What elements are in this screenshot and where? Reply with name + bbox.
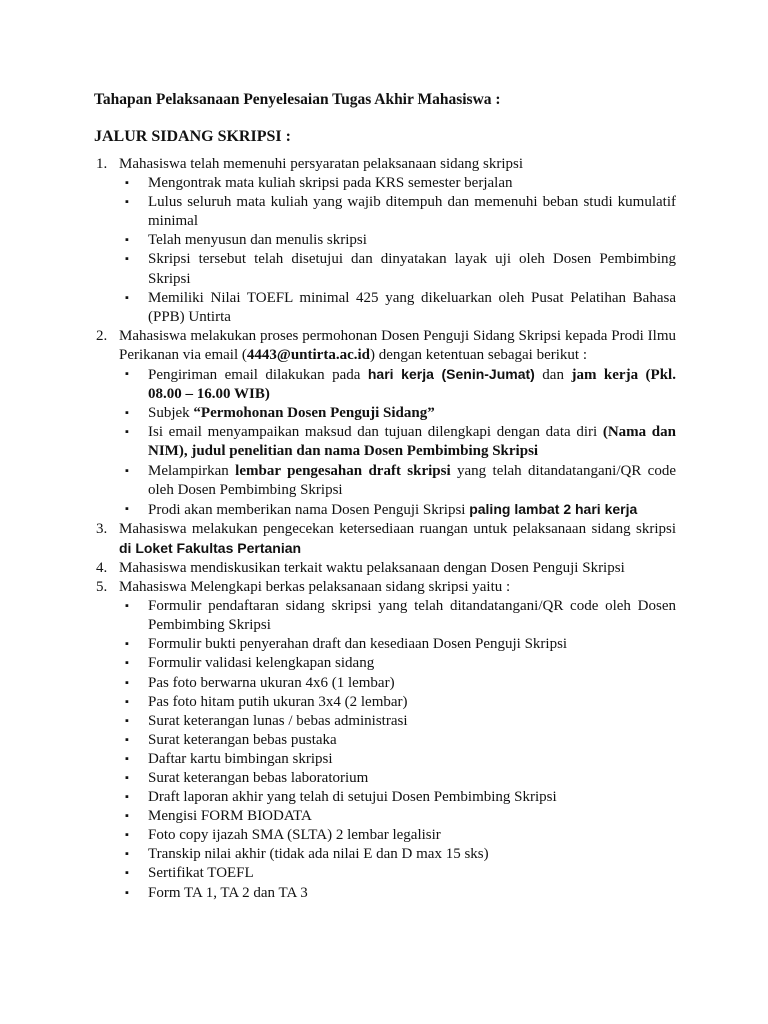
bullet-icon: ▪	[125, 177, 129, 190]
sub-item: ▪ Pas foto berwarna ukuran 4x6 (1 lembar)	[119, 674, 676, 693]
bullet-icon: ▪	[125, 810, 129, 823]
sub-item: ▪ Daftar kartu bimbingan skripsi	[119, 750, 676, 769]
step-number: 3.	[96, 520, 108, 537]
sub-item: ▪ Mengisi FORM BIODATA	[119, 807, 676, 826]
bullet-icon: ▪	[125, 253, 129, 266]
step-item	[96, 578, 676, 903]
sub-item: ▪ Melampirkan lembar pengesahan draft skripsi yang telah ditandatangani/QR code oleh Dosen Pembimbing Skripsi	[125, 462, 676, 498]
bullet-icon: ▪	[125, 657, 129, 670]
bullet-icon: ▪	[125, 695, 129, 708]
step-item	[96, 520, 676, 559]
sub-item: ▪ Draft laporan akhir yang telah di setujui Dosen Pembimbing Skripsi	[119, 788, 676, 807]
bullet-icon: ▪	[125, 676, 129, 689]
bullet-icon: ▪	[125, 368, 129, 381]
document-title: Tahapan Pelaksanaan Penyelesaian Tugas Akhir Mahasiswa :	[94, 91, 501, 108]
step-text: Mahasiswa melakukan pengecekan ketersediaan ruangan untuk pelaksanaan sidang skripsi di Loket Fakultas Pertanian	[119, 520, 676, 556]
step-item	[96, 155, 676, 327]
steps-list	[96, 155, 676, 903]
sub-item: ▪ Foto copy ijazah SMA (SLTA) 2 lembar legalisir	[119, 826, 676, 845]
sub-item: ▪ Memiliki Nilai TOEFL minimal 425 yang dikeluarkan oleh Pusat Pelatihan Bahasa (PPB) Untirta	[125, 289, 676, 325]
step-text: Mahasiswa Melengkapi berkas pelaksanaan sidang skripsi yaitu :	[119, 579, 511, 596]
sub-list	[119, 365, 676, 520]
step-item	[96, 327, 676, 520]
bullet-icon: ▪	[125, 196, 129, 209]
sub-item: ▪ Telah menyusun dan menulis skripsi	[119, 231, 676, 250]
sub-list	[119, 174, 676, 327]
step-number: 4.	[96, 559, 108, 576]
sub-item: ▪ Sertifikat TOEFL	[119, 864, 676, 883]
bullet-icon: ▪	[125, 638, 129, 651]
email-address: 4443@untirta.ac.id	[246, 346, 370, 363]
step-text: Mahasiswa mendiskusikan terkait waktu pelaksanaan dengan Dosen Penguji Skripsi	[119, 559, 625, 576]
sub-item: ▪ Pengiriman email dilakukan pada hari kerja (Senin-Jumat) dan jam kerja (Pkl. 08.00 – 16.00 WIB)	[125, 366, 676, 403]
bullet-icon: ▪	[125, 829, 129, 842]
sub-item: ▪ Isi email menyampaikan maksud dan tujuan dilengkapi dengan data diri (Nama dan NIM), judul penelitian dan nama Dosen Pembimbing Skripsi	[125, 424, 676, 460]
sub-item: ▪ Form TA 1, TA 2 dan TA 3	[119, 884, 676, 903]
step-number: 1.	[96, 156, 108, 172]
bullet-icon: ▪	[125, 407, 129, 420]
sub-item: ▪ Prodi akan memberikan nama Dosen Penguji Skripsi paling lambat 2 hari kerja	[125, 500, 638, 518]
sub-item: ▪ Skripsi tersebut telah disetujui dan dinyatakan layak uji oleh Dosen Pembimbing Skripsi	[125, 251, 676, 287]
sub-item: ▪ Subjek “Permohonan Dosen Penguji Sidang”	[119, 404, 676, 423]
step-text: Mahasiswa telah memenuhi persyaratan pelaksanaan sidang skripsi	[119, 156, 524, 172]
sub-item: ▪ Formulir pendaftaran sidang skripsi yang telah ditandatangani/QR code oleh Dosen Pembimbing Skripsi	[125, 598, 676, 634]
sub-item: ▪ Transkip nilai akhir (tidak ada nilai E dan D max 15 sks)	[119, 845, 676, 864]
sub-item: ▪ Mengontrak mata kuliah skripsi pada KRS semester berjalan	[119, 174, 676, 193]
sub-item: ▪ Surat keterangan lunas / bebas administrasi	[119, 712, 676, 731]
step-text: Mahasiswa melakukan proses permohonan Dosen Penguji Sidang Skripsi kepada Prodi Ilmu Perikanan via email (4443@untirta.ac.id) dengan ketentuan sebagai berikut :	[119, 327, 676, 363]
bullet-icon: ▪	[125, 886, 129, 899]
step-number: 2.	[96, 327, 108, 344]
step-number: 5.	[96, 579, 108, 596]
bullet-icon: ▪	[125, 426, 129, 439]
sub-list	[119, 597, 676, 903]
sub-item: ▪ Formulir validasi kelengkapan sidang	[119, 654, 676, 673]
bullet-icon: ▪	[125, 848, 129, 861]
sub-item: ▪ Pas foto hitam putih ukuran 3x4 (2 lembar)	[119, 693, 676, 712]
section-heading: JALUR SIDANG SKRIPSI :	[94, 128, 291, 145]
sub-item: ▪ Surat keterangan bebas pustaka	[119, 731, 676, 750]
bullet-icon: ▪	[125, 600, 129, 613]
bullet-icon: ▪	[125, 291, 129, 304]
bullet-icon: ▪	[125, 502, 129, 515]
bullet-icon: ▪	[125, 791, 129, 804]
sub-item: ▪ Surat keterangan bebas laboratorium	[119, 769, 676, 788]
bullet-icon: ▪	[125, 464, 129, 477]
bullet-icon: ▪	[125, 234, 129, 247]
bullet-icon: ▪	[125, 733, 129, 746]
bullet-icon: ▪	[125, 772, 129, 784]
bullet-icon: ▪	[125, 752, 129, 765]
bullet-icon: ▪	[125, 714, 129, 727]
sub-item: ▪ Lulus seluruh mata kuliah yang wajib ditempuh dan memenuhi beban studi kumulatif minimal	[125, 194, 676, 230]
sub-item: ▪ Formulir bukti penyerahan draft dan kesediaan Dosen Penguji Skripsi	[119, 635, 676, 654]
bullet-icon: ▪	[125, 867, 129, 880]
step-item	[96, 559, 676, 578]
